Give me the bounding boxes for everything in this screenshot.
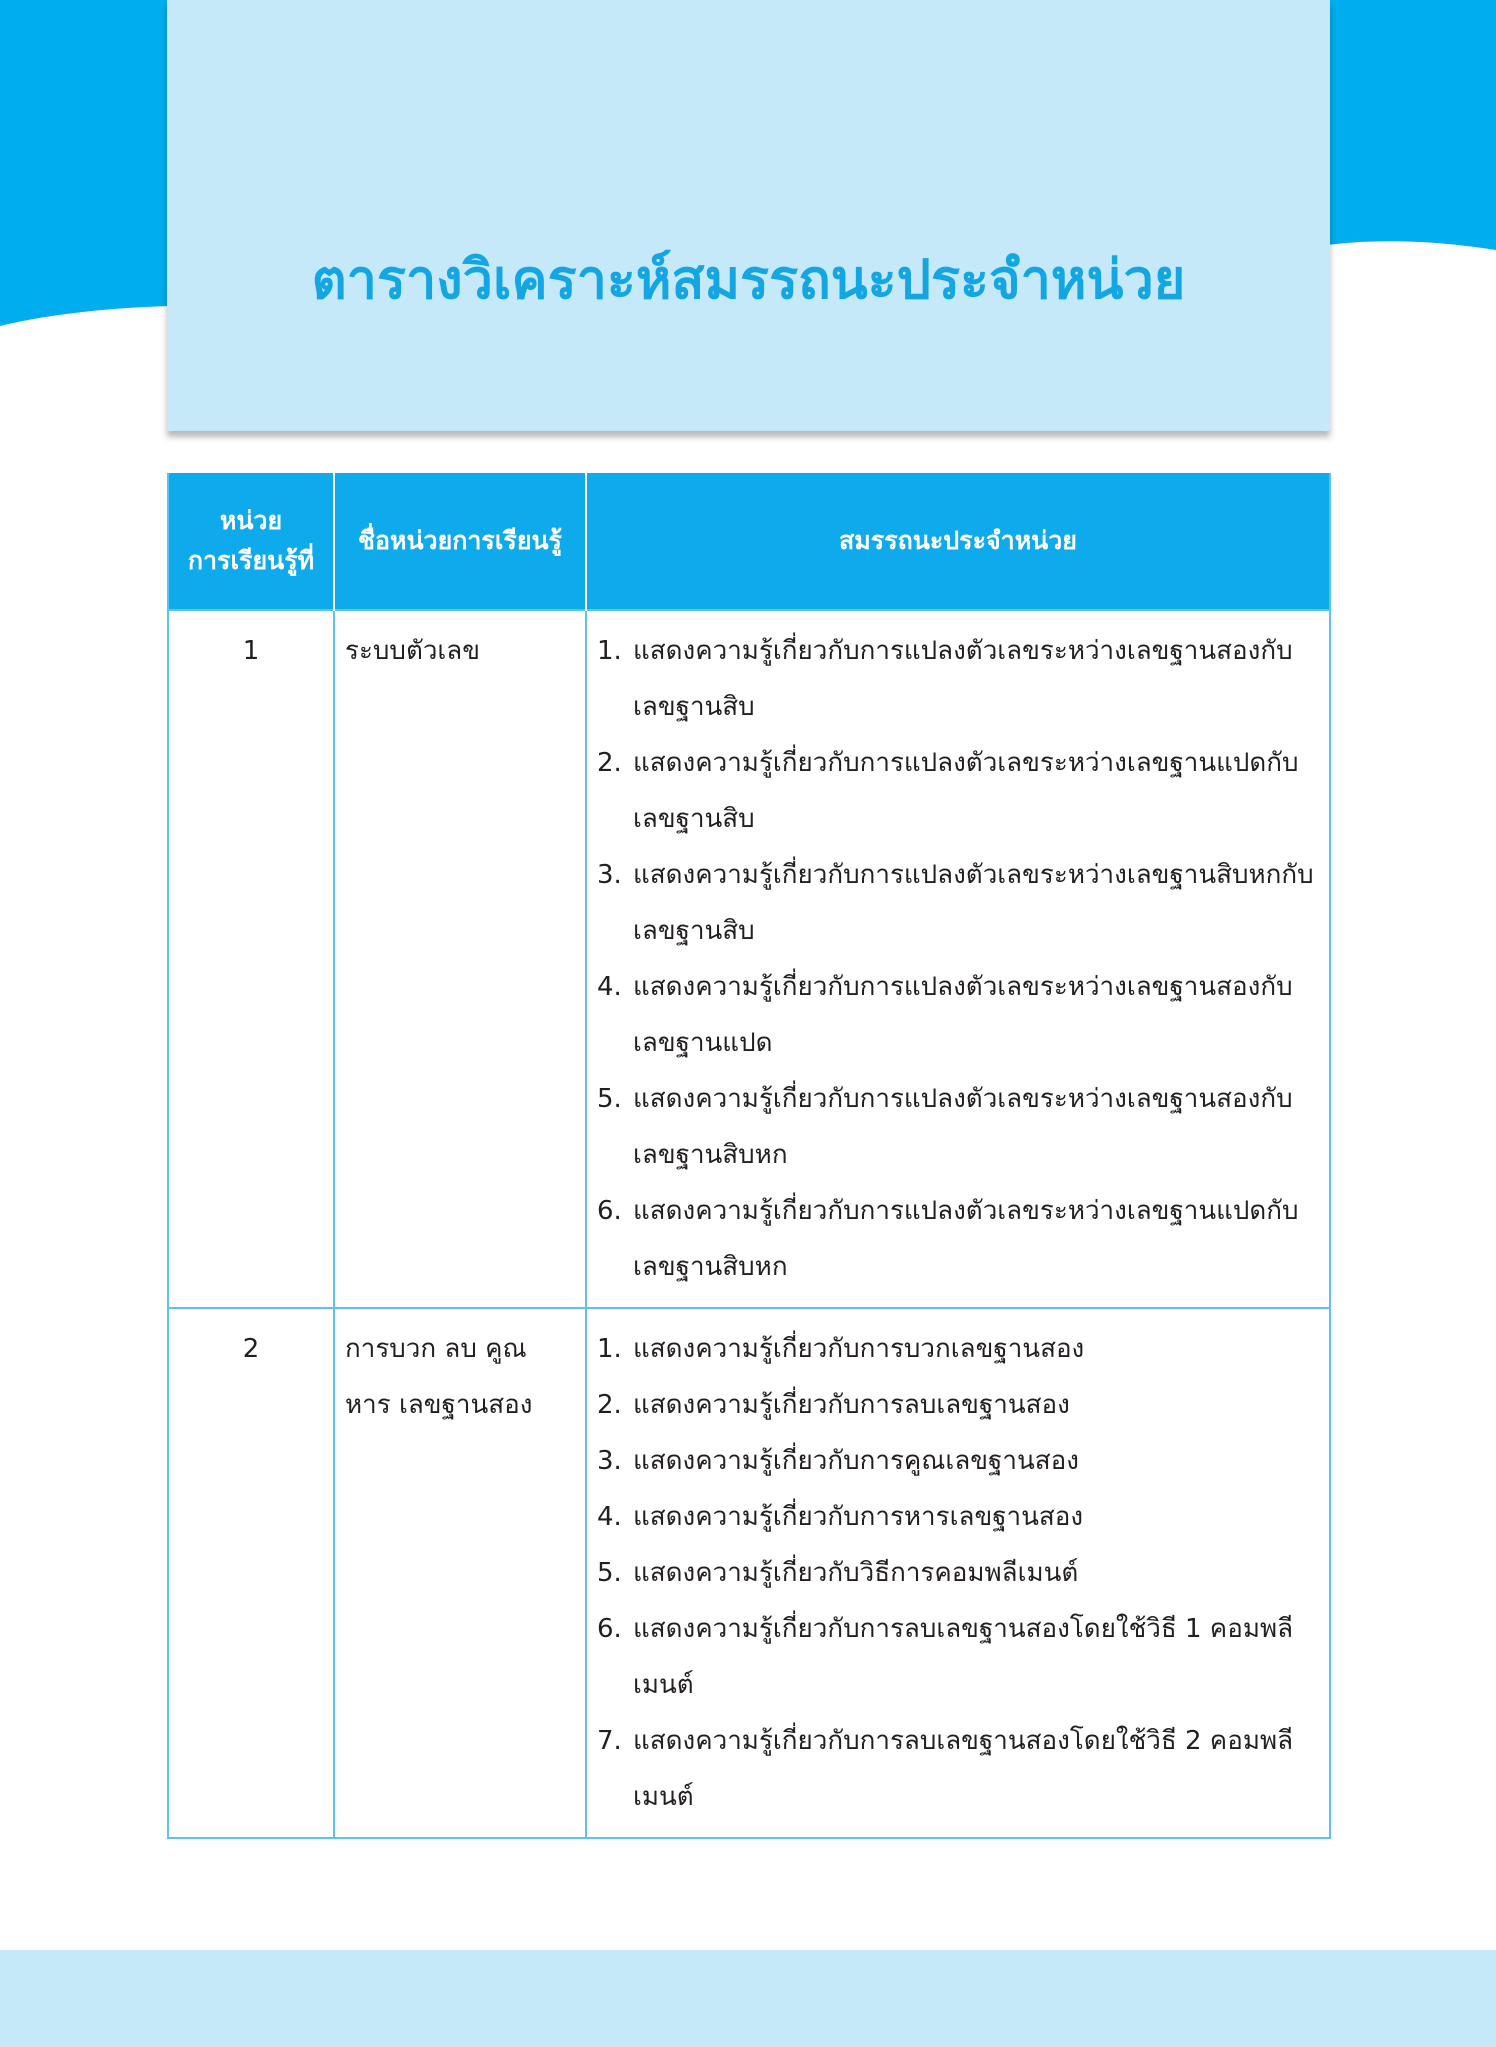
footer-band bbox=[0, 1950, 1496, 2047]
competency-number: 4. bbox=[597, 1502, 622, 1532]
competency-text: แสดงความรู้เกี่ยวกับการแปลงตัวเลขระหว่างเลขฐานสองกับเลขฐานแปด bbox=[633, 972, 1293, 1058]
competency-text: แสดงความรู้เกี่ยวกับการแปลงตัวเลขระหว่างเลขฐานสิบหกกับเลขฐานสิบ bbox=[633, 860, 1314, 946]
competency-item bbox=[597, 1183, 1319, 1295]
competency-text: แสดงความรู้เกี่ยวกับการบวกเลขฐานสอง bbox=[633, 1334, 1085, 1364]
competency-item bbox=[597, 735, 1319, 847]
competency-table-wrapper bbox=[167, 473, 1329, 1839]
competency-number: 2. bbox=[597, 1390, 622, 1420]
competency-cell bbox=[586, 610, 1330, 1308]
header-unit-name: ชื่อหน่วยการเรียนรู้ bbox=[334, 473, 586, 610]
table-row bbox=[168, 610, 1330, 1308]
competency-item bbox=[597, 959, 1319, 1071]
competency-number: 6. bbox=[597, 1614, 622, 1644]
competency-item bbox=[597, 847, 1319, 959]
competency-item bbox=[597, 1377, 1319, 1433]
competency-number: 3. bbox=[597, 860, 622, 890]
competency-text: แสดงความรู้เกี่ยวกับการลบเลขฐานสองโดยใช้วิธี 2 คอมพลีเมนต์ bbox=[633, 1726, 1294, 1812]
unit-name-cell: การบวก ลบ คูณ หาร เลขฐานสอง bbox=[334, 1308, 586, 1838]
competency-item bbox=[597, 1433, 1319, 1489]
competency-item bbox=[597, 1713, 1319, 1825]
header-unit-no-line2: การเรียนรู้ที่ bbox=[187, 546, 315, 575]
page-title: ตารางวิเคราะห์สมรรถนะประจำหน่วย bbox=[311, 248, 1186, 311]
competency-text: แสดงความรู้เกี่ยวกับการคูณเลขฐานสอง bbox=[633, 1446, 1079, 1476]
competency-number: 1. bbox=[597, 636, 622, 666]
competency-item bbox=[597, 1489, 1319, 1545]
title-card bbox=[167, 0, 1330, 431]
competency-list bbox=[597, 623, 1319, 1295]
competency-text: แสดงความรู้เกี่ยวกับการแปลงตัวเลขระหว่างเลขฐานแปดกับเลขฐานสิบ bbox=[633, 748, 1299, 834]
competency-number: 1. bbox=[597, 1334, 622, 1364]
table-header-row bbox=[168, 473, 1330, 610]
competency-number: 3. bbox=[597, 1446, 622, 1476]
competency-number: 4. bbox=[597, 972, 622, 1002]
header-competency: สมรรถนะประจำหน่วย bbox=[586, 473, 1330, 610]
competency-number: 5. bbox=[597, 1558, 622, 1588]
unit-number-cell: 1 bbox=[168, 610, 334, 1308]
header-unit-no bbox=[168, 473, 334, 610]
table-row bbox=[168, 1308, 1330, 1838]
competency-number: 7. bbox=[597, 1726, 622, 1756]
header-unit-no-line1: หน่วย bbox=[219, 506, 283, 535]
competency-text: แสดงความรู้เกี่ยวกับการแปลงตัวเลขระหว่างเลขฐานแปดกับเลขฐานสิบหก bbox=[633, 1196, 1299, 1282]
competency-text: แสดงความรู้เกี่ยวกับการแปลงตัวเลขระหว่างเลขฐานสองกับเลขฐานสิบหก bbox=[633, 1084, 1293, 1170]
competency-text: แสดงความรู้เกี่ยวกับการลบเลขฐานสอง bbox=[633, 1390, 1070, 1420]
competency-number: 6. bbox=[597, 1196, 622, 1226]
competency-item bbox=[597, 1321, 1319, 1377]
competency-number: 5. bbox=[597, 1084, 622, 1114]
competency-item bbox=[597, 1545, 1319, 1601]
competency-text: แสดงความรู้เกี่ยวกับการลบเลขฐานสองโดยใช้วิธี 1 คอมพลีเมนต์ bbox=[633, 1614, 1294, 1700]
competency-number: 2. bbox=[597, 748, 622, 778]
competency-item bbox=[597, 1071, 1319, 1183]
unit-name-cell: ระบบตัวเลข bbox=[334, 610, 586, 1308]
competency-text: แสดงความรู้เกี่ยวกับวิธีการคอมพลีเมนต์ bbox=[633, 1558, 1079, 1588]
competency-cell bbox=[586, 1308, 1330, 1838]
unit-number-cell: 2 bbox=[168, 1308, 334, 1838]
competency-text: แสดงความรู้เกี่ยวกับการแปลงตัวเลขระหว่างเลขฐานสองกับเลขฐานสิบ bbox=[633, 636, 1293, 722]
competency-table bbox=[167, 473, 1331, 1839]
competency-list bbox=[597, 1321, 1319, 1825]
competency-item bbox=[597, 623, 1319, 735]
competency-item bbox=[597, 1601, 1319, 1713]
competency-text: แสดงความรู้เกี่ยวกับการหารเลขฐานสอง bbox=[633, 1502, 1084, 1532]
